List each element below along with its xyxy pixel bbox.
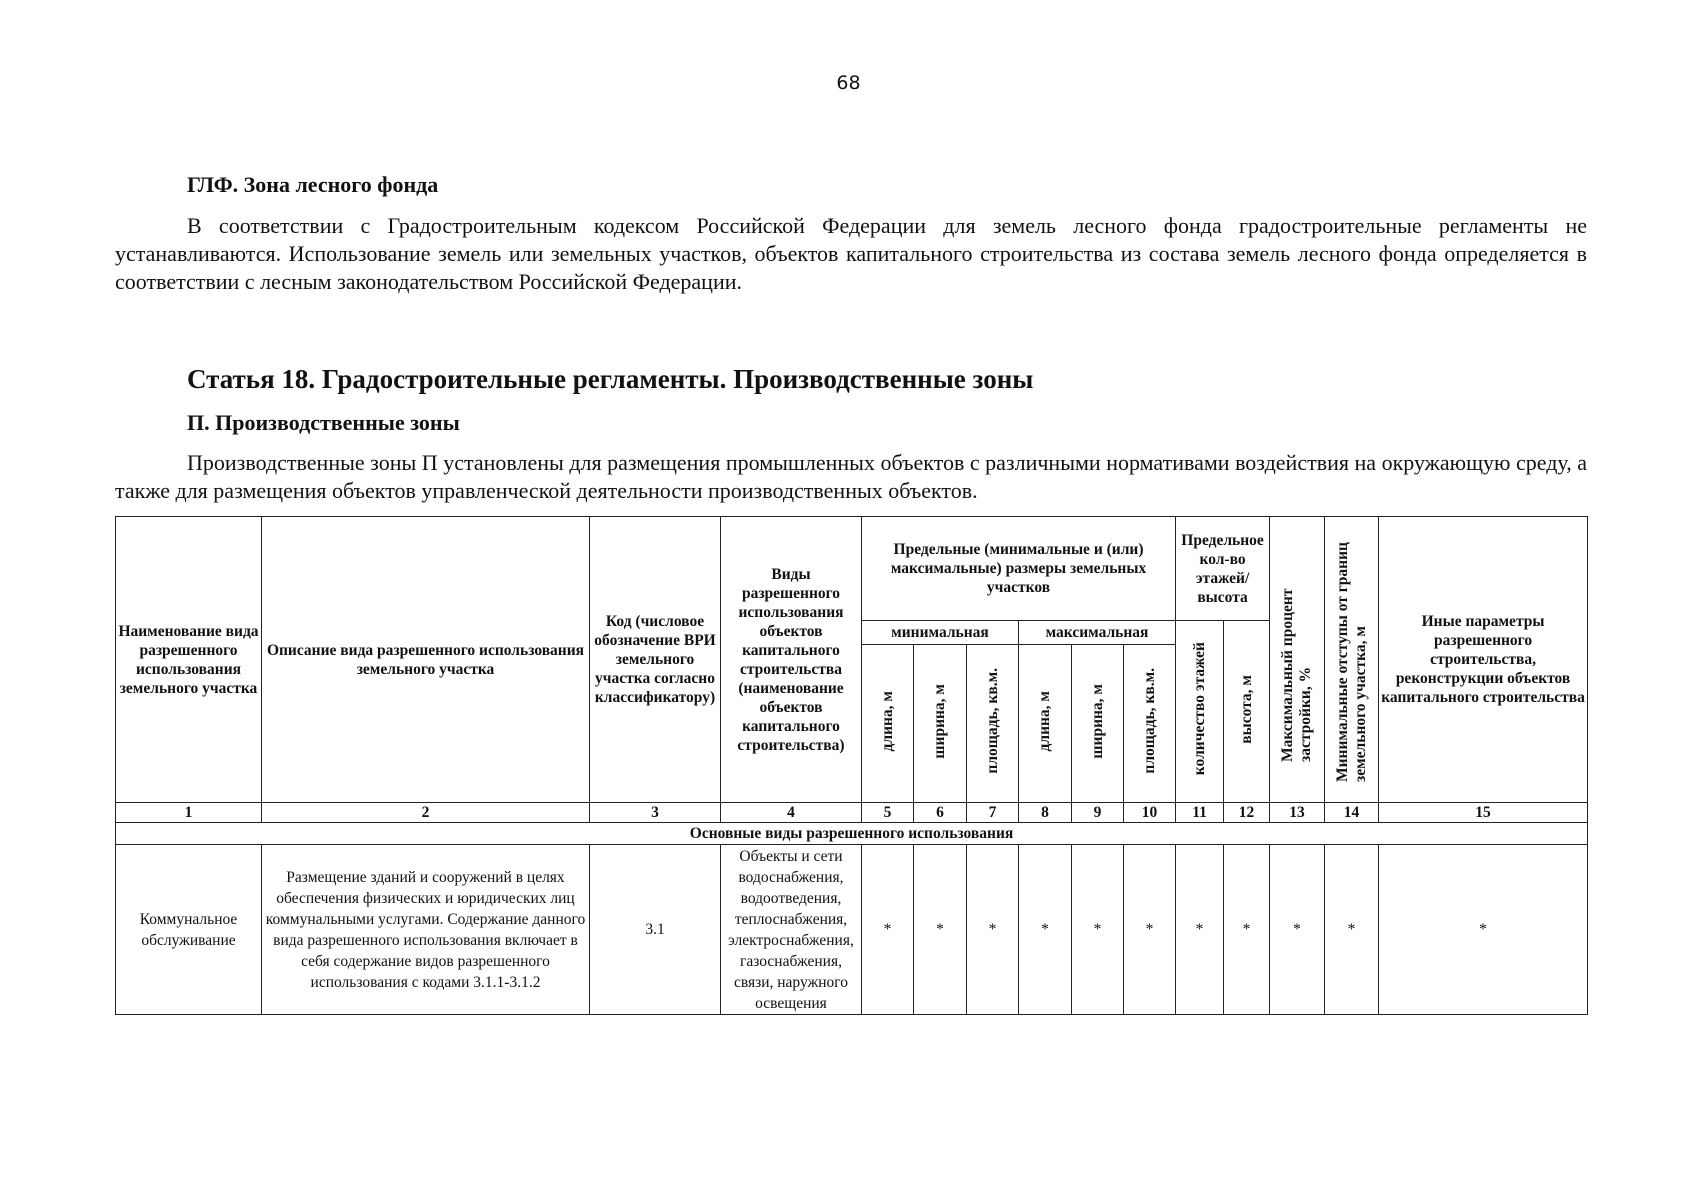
row-value: *: [1270, 845, 1325, 1015]
glf-paragraph: В соответствии с Градостроительным кодексом Российской Федерации для земель лесного фонда градостроительные регламенты не устанавливаются. Использование земель или земельных участков, объектов капитального строительства из состава земель лесного фонда определяется в соответствии с лесным законодательством Российской Федерации.: [115, 213, 1587, 294]
header-min-width-cell: [914, 645, 967, 803]
header-min-setbacks-cell: [1325, 517, 1379, 803]
header-max-area: площадь, кв.м.: [1140, 668, 1158, 774]
column-number: 7: [967, 803, 1019, 823]
header-min-width: ширина, м: [931, 683, 948, 759]
column-number: 10: [1124, 803, 1176, 823]
header-max-percent-cell: [1270, 517, 1325, 803]
row-description: Размещение зданий и сооружений в целях обеспечения физических и юридических лиц коммунальными услугами. Содержание данного вида разрешенного использования включает в себя содержание видов разрешенного использования с кодами 3.1.1-3.1.2: [262, 845, 590, 1015]
column-numbers-row: [116, 803, 1588, 823]
header-maximal: максимальная: [1019, 621, 1176, 645]
column-number: 9: [1072, 803, 1124, 823]
row-value: *: [1019, 845, 1072, 1015]
header-description: Описание вида разрешенного использования земельного участка: [262, 517, 590, 803]
header-name: Наименование вида разрешенного использования земельного участка: [116, 517, 262, 803]
row-value: *: [1224, 845, 1270, 1015]
header-floors-count: количество этажей: [1190, 642, 1208, 776]
page-number: 68: [836, 72, 861, 94]
column-number: 4: [721, 803, 862, 823]
header-other-params: Иные параметры разрешенного строительства, реконструкции объектов капитального строительства: [1379, 517, 1588, 803]
header-max-width: ширина, м: [1088, 683, 1106, 759]
header-max-width-cell: [1072, 645, 1124, 803]
column-number: 13: [1270, 803, 1325, 823]
glf-heading: ГЛФ. Зона лесного фонда: [187, 172, 439, 197]
header-min-length: длина, м: [878, 690, 896, 752]
row-value: *: [1072, 845, 1124, 1015]
column-number: 5: [862, 803, 914, 823]
column-number: 15: [1379, 803, 1588, 823]
header-max-length: длина, м: [1036, 690, 1053, 752]
header-minimal: минимальная: [862, 621, 1019, 645]
header-plot-sizes: Предельные (минимальные и (или) максимальные) размеры земельных участков: [862, 517, 1176, 621]
header-code: Код (числовое обозначение ВРИ земельного участка согласно классификатору): [590, 517, 721, 803]
row-value: *: [1379, 845, 1588, 1015]
row-value: *: [967, 845, 1019, 1015]
column-number: 14: [1325, 803, 1379, 823]
header-max-percent: Максимальный процент застройки, %: [1279, 588, 1315, 762]
zone-heading: П. Производственные зоны: [187, 410, 460, 435]
header-floors-group: Предельное кол-во этажей/ высота: [1176, 517, 1270, 621]
header-height: высота, м: [1237, 674, 1255, 744]
header-max-area-cell: [1124, 645, 1176, 803]
column-number: 3: [590, 803, 721, 823]
column-number: 1: [116, 803, 262, 823]
column-number: 12: [1224, 803, 1270, 823]
header-min-setbacks: Минимальные отступы от границ земельного участка, м: [1333, 542, 1369, 782]
row-value: *: [1124, 845, 1176, 1015]
row-value: *: [914, 845, 967, 1015]
column-number: 11: [1176, 803, 1224, 823]
header-height-cell: [1224, 621, 1270, 803]
column-number: 2: [262, 803, 590, 823]
article-title: Статья 18. Градостроительные регламенты. Производственные зоны: [187, 364, 1034, 394]
header-min-area: площадь, кв.м.: [983, 668, 1001, 774]
row-value: *: [862, 845, 914, 1015]
table-row: [116, 845, 1588, 1015]
row-value: *: [1325, 845, 1379, 1015]
row-name: Коммунальное обслуживание: [116, 845, 262, 1015]
header-max-length-cell: [1019, 645, 1072, 803]
header-min-length-cell: [862, 645, 914, 803]
row-value: *: [1176, 845, 1224, 1015]
header-min-area-cell: [967, 645, 1019, 803]
header-objects: Виды разрешенного использования объектов капитального строительства (наименование объектов капитального строительства): [721, 517, 862, 803]
column-number: 6: [914, 803, 967, 823]
section-title: Основные виды разрешенного использования: [116, 823, 1588, 845]
column-number: 8: [1019, 803, 1072, 823]
row-code: 3.1: [590, 845, 721, 1015]
zone-paragraph: Производственные зоны П установлены для размещения промышленных объектов с различными нормативами воздействия на окружающую среду, а также для размещения объектов управленческой деятельности производственных объектов.: [115, 450, 1587, 503]
regulations-table: [115, 516, 1588, 1015]
header-floors-count-cell: [1176, 621, 1224, 803]
row-objects: Объекты и сети водоснабжения, водоотведения, теплоснабжения, электроснабжения, газоснабжения, связи, наружного освещения: [721, 845, 862, 1015]
